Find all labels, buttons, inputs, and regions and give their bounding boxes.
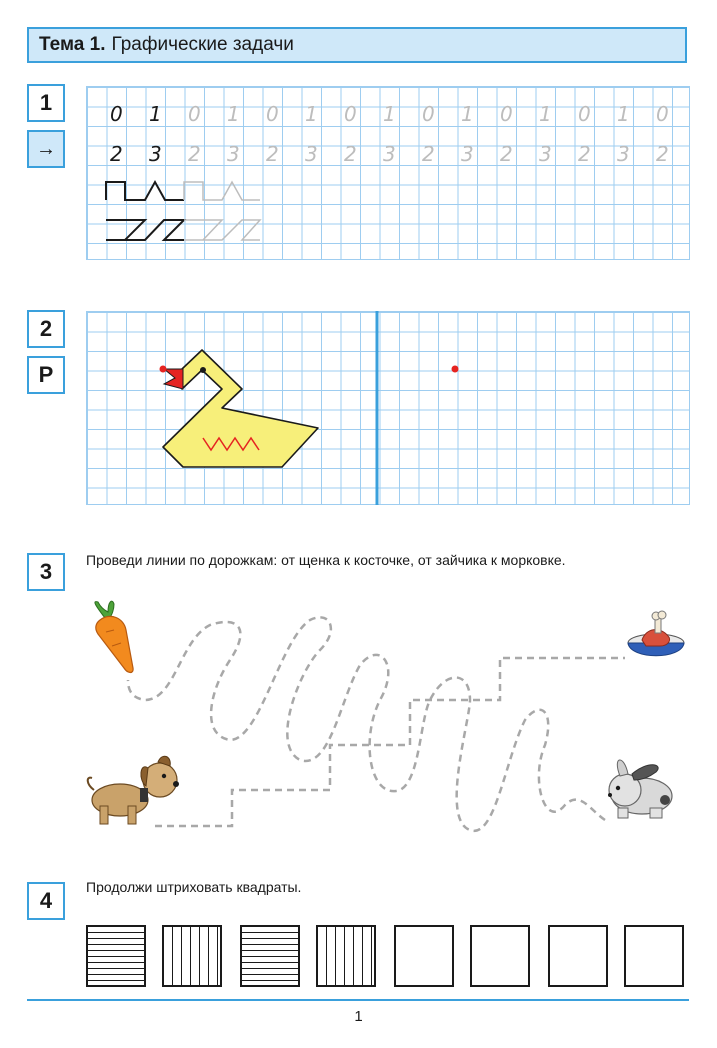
- task-3-instruction: Проведи линии по дорожкам: от щенка к косточке, от зайчика к морковке.: [86, 552, 566, 568]
- hatched-square-horizontal: [86, 925, 146, 987]
- page-number: 1: [354, 1008, 363, 1025]
- path-bunny-to-carrot: [128, 617, 605, 831]
- task-4-number: 4: [27, 882, 65, 920]
- carrot-icon: [95, 601, 133, 672]
- row2-digit: 2: [344, 142, 357, 166]
- row2-digit: 2: [578, 142, 591, 166]
- task-1-number: 1: [27, 84, 65, 122]
- topic-label: Тема 1.: [39, 34, 106, 55]
- row2-digit: 2: [188, 142, 201, 166]
- row2-digit: 3: [227, 142, 240, 166]
- empty-square[interactable]: [624, 925, 684, 987]
- row1-digit: 1: [305, 102, 318, 126]
- task-2-number: 2: [27, 310, 65, 348]
- footer-rule: [27, 999, 689, 1001]
- bunny-icon: [608, 760, 672, 818]
- row1-digit: 1: [227, 102, 240, 126]
- bone-bowl-icon: [628, 611, 684, 656]
- puppy-icon: [88, 756, 179, 824]
- row1-digit: 0: [578, 102, 591, 126]
- task-3-number: 3: [27, 553, 65, 591]
- row2-digit: 2: [422, 142, 435, 166]
- row1-digit: 0: [110, 102, 123, 126]
- row1-digit: 1: [617, 102, 630, 126]
- task-1-arrow-badge: →: [27, 130, 65, 168]
- row2-digit: 2: [266, 142, 279, 166]
- row2-digit: 3: [305, 142, 318, 166]
- hatched-square-horizontal: [240, 925, 300, 987]
- row1-digit: 0: [344, 102, 357, 126]
- empty-square[interactable]: [394, 925, 454, 987]
- row1-digit: 0: [266, 102, 279, 126]
- path-puppy-to-bone: [155, 658, 625, 826]
- row2-digit: 3: [461, 142, 474, 166]
- row2-digit: 2: [656, 142, 669, 166]
- row1-digit: 1: [539, 102, 552, 126]
- row1-digit: 0: [500, 102, 513, 126]
- topic-title: Графические задачи: [111, 34, 294, 55]
- row2-digit: 3: [617, 142, 630, 166]
- row2-digit: 3: [149, 142, 162, 166]
- row2-digit: 3: [539, 142, 552, 166]
- row1-digit: 1: [149, 102, 162, 126]
- hatched-square-vertical: [316, 925, 376, 987]
- row2-digit: 3: [383, 142, 396, 166]
- task-2-mode-letter: Р: [27, 356, 65, 394]
- row2-digit: 2: [500, 142, 513, 166]
- task-4-instruction: Продолжи штриховать квадраты.: [86, 879, 302, 895]
- hatched-square-vertical: [162, 925, 222, 987]
- row1-digit: 0: [188, 102, 201, 126]
- empty-square[interactable]: [470, 925, 530, 987]
- row1-digit: 1: [461, 102, 474, 126]
- row2-digit: 2: [110, 142, 123, 166]
- row1-digit: 1: [383, 102, 396, 126]
- row1-digit: 0: [656, 102, 669, 126]
- empty-square[interactable]: [548, 925, 608, 987]
- row1-digit: 0: [422, 102, 435, 126]
